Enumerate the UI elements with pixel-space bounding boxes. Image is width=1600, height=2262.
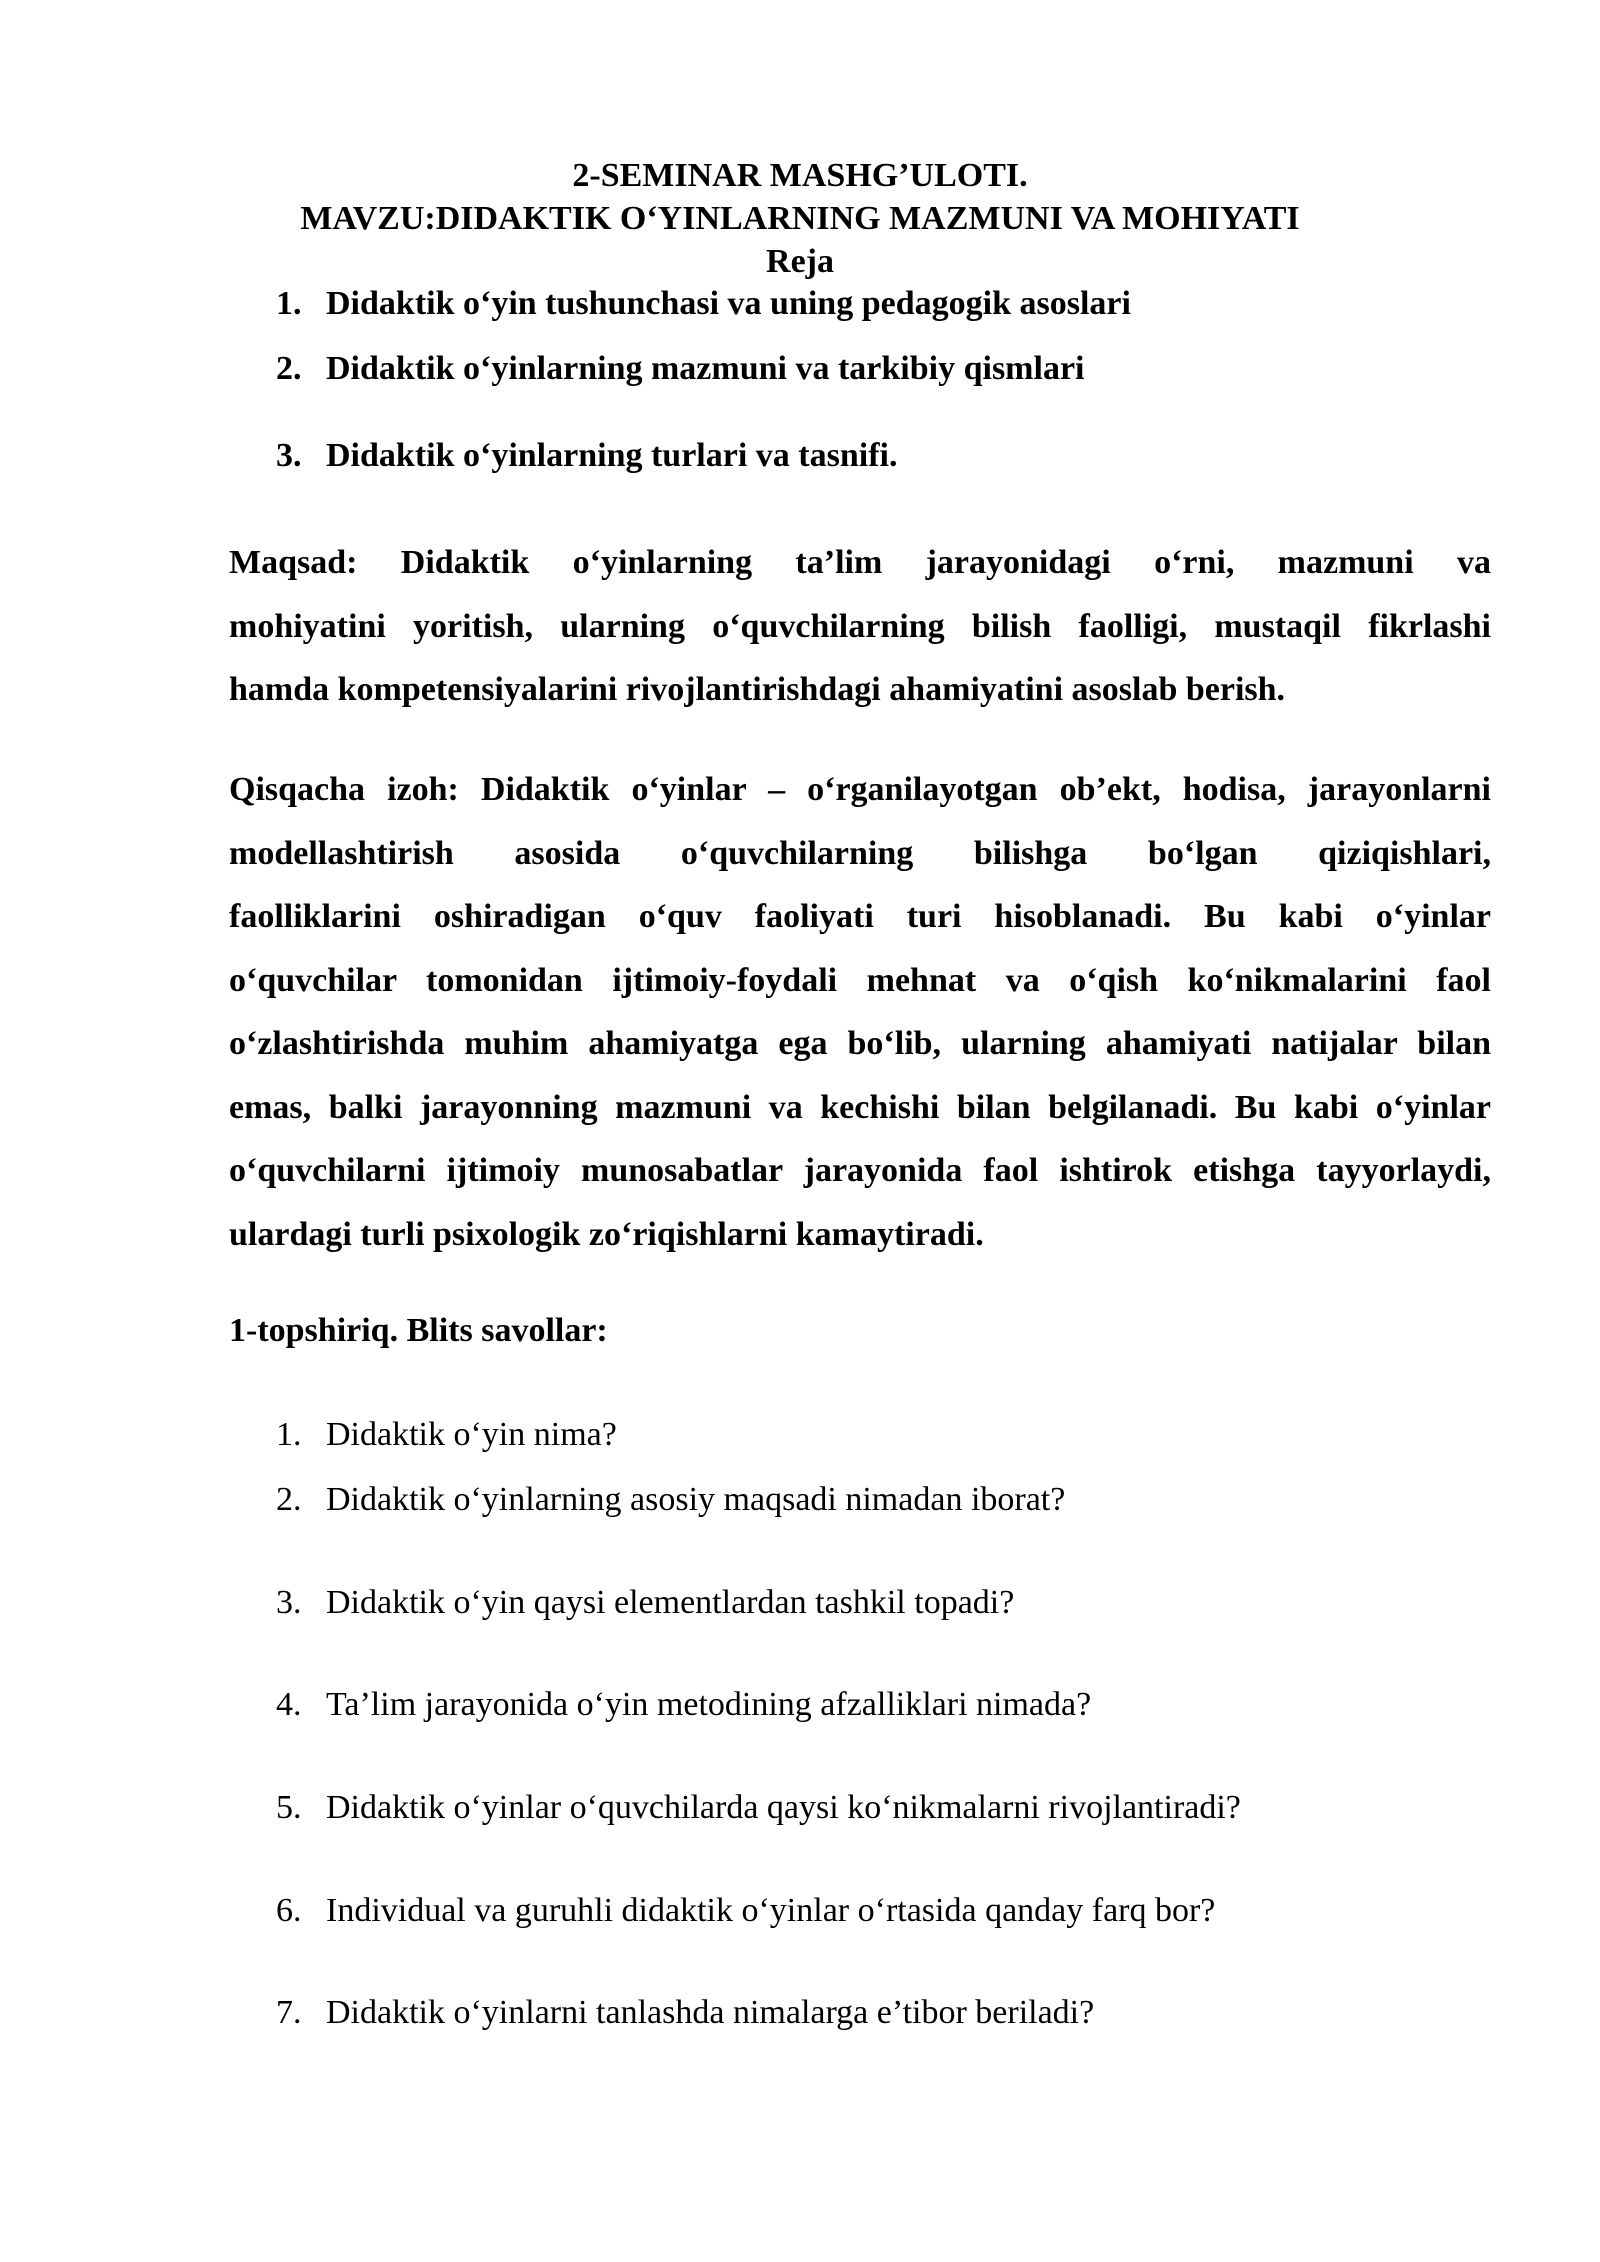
question-item <box>276 1685 1091 1725</box>
plan-item <box>276 284 1131 324</box>
goal-paragraph <box>229 531 1491 722</box>
question-text: Didaktik o‘yin nima? <box>326 1416 617 1453</box>
goal-line: hamda kompetensiyalarini rivojlantirishdagi ahamiyatini asoslab berish. <box>229 671 1286 708</box>
question-item <box>276 1415 617 1455</box>
task-heading: 1-topshiriq. Blits savollar: <box>229 1312 608 1349</box>
question-text: Didaktik o‘yinlarni tanlashda nimalarga e’tibor beriladi? <box>326 1994 1095 2031</box>
question-item <box>276 1993 1094 2033</box>
plan-item-text: Didaktik o‘yinlarning turlari va tasnifi. <box>326 437 898 474</box>
question-text: Didaktik o‘yin qaysi elementlardan tashkil topadi? <box>326 1584 1015 1621</box>
question-text: Didaktik o‘yinlar o‘quvchilarda qaysi ko‘nikmalarni rivojlantiradi? <box>326 1789 1241 1826</box>
goal-line: Maqsad: Didaktik o‘yinlarning ta’lim jarayonidagi o‘rni, mazmuni va <box>229 544 1491 581</box>
plan-item <box>276 436 897 476</box>
question-number: 5. <box>276 1789 302 1826</box>
question-number: 3. <box>276 1584 302 1621</box>
plan-item <box>276 349 1085 389</box>
question-text: Individual va guruhli didaktik o‘yinlar o‘rtasida qanday farq bor? <box>326 1892 1216 1929</box>
summary-line: o‘zlashtirishda muhim ahamiyatga ega bo‘lib, ularning ahamiyati natijalar bilan <box>229 1025 1491 1062</box>
question-number: 2. <box>276 1481 302 1518</box>
question-text: Ta’lim jarayonida o‘yin metodining afzalliklari nimada? <box>326 1686 1092 1723</box>
plan-label: Reja <box>766 243 834 280</box>
question-number: 6. <box>276 1892 302 1929</box>
plan-item-number: 3. <box>276 437 302 474</box>
question-item <box>276 1480 1065 1520</box>
seminar-title: 2-SEMINAR MASHG’ULOTI. <box>572 157 1028 194</box>
topic-title: MAVZU:DIDAKTIK O‘YINLARNING MAZMUNI VA MOHIYATI <box>300 200 1300 237</box>
summary-line: emas, balki jarayonning mazmuni va kechishi bilan belgilanadi. Bu kabi o‘yinlar <box>229 1088 1491 1126</box>
plan-item-text: Didaktik o‘yinlarning mazmuni va tarkibiy qismlari <box>326 350 1085 387</box>
plan-item-text: Didaktik o‘yin tushunchasi va uning pedagogik asoslari <box>326 285 1131 322</box>
summary-line: Qisqacha izoh: Didaktik o‘yinlar – o‘rganilayotgan ob’ekt, hodisa, jarayonlarni <box>229 771 1491 808</box>
plan-item-number: 1. <box>276 285 302 322</box>
plan-item-number: 2. <box>276 350 302 387</box>
question-item <box>276 1891 1215 1931</box>
question-text: Didaktik o‘yinlarning asosiy maqsadi nimadan iborat? <box>326 1481 1066 1518</box>
summary-line: faolliklarini oshiradigan o‘quv faoliyati turi hisoblanadi. Bu kabi o‘yinlar <box>229 898 1491 935</box>
question-number: 4. <box>276 1686 302 1723</box>
question-number: 1. <box>276 1416 302 1453</box>
summary-line: o‘quvchilarni ijtimoiy munosabatlar jarayonida faol ishtirok etishga tayyorlaydi, <box>229 1152 1491 1189</box>
summary-line: ulardagi turli psixologik zo‘riqishlarni kamaytiradi. <box>229 1215 984 1253</box>
goal-line: mohiyatini yoritish, ularning o‘quvchilarning bilish faolligi, mustaqil fikrlashi <box>229 607 1491 645</box>
summary-line: modellashtirish asosida o‘quvchilarning bilishga bo‘lgan qiziqishlari, <box>229 834 1491 872</box>
question-item <box>276 1583 1014 1623</box>
question-number: 7. <box>276 1994 302 2031</box>
question-item <box>276 1788 1241 1828</box>
summary-paragraph <box>229 758 1491 1266</box>
summary-line: o‘quvchilar tomonidan ijtimoiy-foydali mehnat va o‘qish ko‘nikmalarini faol <box>229 961 1491 999</box>
